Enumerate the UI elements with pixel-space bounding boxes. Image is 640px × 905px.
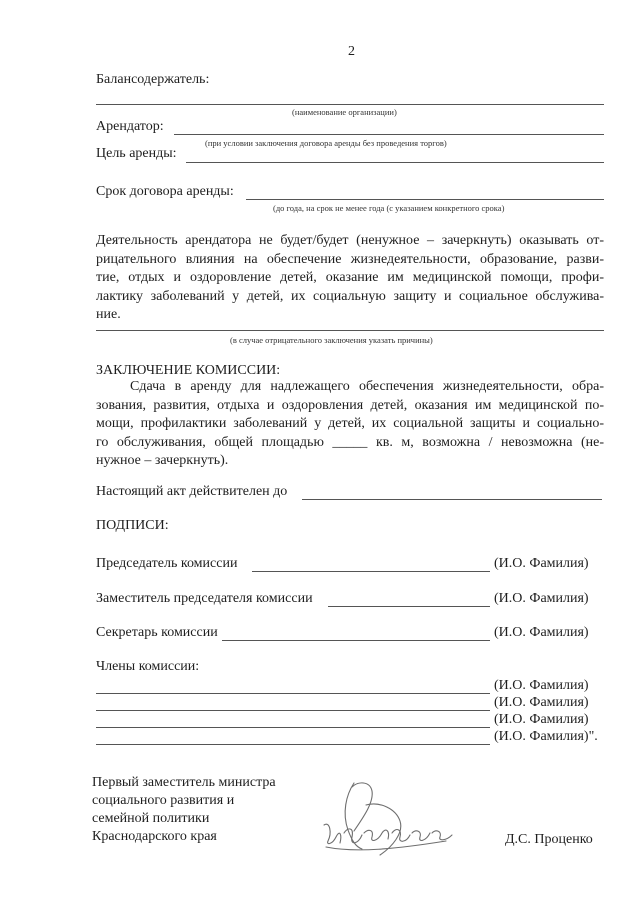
member-line: [96, 693, 490, 694]
position-line: социального развития и: [92, 793, 235, 808]
activity-line: лактику заболеваний у детей, их социальную защиту и социальное обслужива-: [96, 288, 604, 304]
balance-holder-hint: (наименование организации): [292, 107, 397, 117]
commission-line: мощи, профилактики заболеваний у детей, их социальной защиты и социально-: [96, 416, 604, 431]
chairman-label: Председатель комиссии: [96, 556, 238, 571]
tenant-field: [174, 134, 604, 135]
secretary-name: (И.О. Фамилия): [494, 625, 589, 640]
commission-paragraph: [96, 378, 604, 471]
validity-field: [302, 499, 602, 500]
member-name: (И.О. Фамилия): [494, 678, 589, 693]
page-number: 2: [348, 44, 355, 59]
activity-line: ние.: [96, 307, 121, 322]
member-name: (И.О. Фамилия): [494, 712, 589, 727]
position-line: Краснодарского края: [92, 829, 217, 844]
activity-reason-field: [96, 330, 604, 331]
member-line: [96, 710, 490, 711]
commission-line: Сдача в аренду для надлежащего обеспечения жизнедеятельности, обра-: [130, 379, 604, 394]
deputy-name: (И.О. Фамилия): [494, 591, 589, 606]
signer-name: Д.С. Проценко: [505, 832, 593, 847]
position-line: Первый заместитель министра: [92, 775, 276, 790]
activity-hint: (в случае отрицательного заключения указать причины): [230, 335, 433, 345]
balance-holder-field: [96, 104, 604, 105]
term-hint: (до года, на срок не менее года (с указанием конкретного срока): [273, 203, 505, 213]
tenant-label: Арендатор:: [96, 119, 164, 134]
term-label: Срок договора аренды:: [96, 184, 234, 199]
member-line: [96, 744, 490, 745]
term-field: [246, 199, 604, 200]
position-line: семейной политики: [92, 811, 210, 826]
secretary-line: [222, 640, 490, 641]
tenant-hint: (при условии заключения договора аренды без проведения торгов): [205, 138, 447, 148]
purpose-field: [186, 162, 604, 163]
commission-line: нужное – зачеркнуть).: [96, 453, 229, 468]
handwritten-signature: [296, 775, 466, 865]
commission-line: зования, развития, отдыха и оздоровления детей, оказания им медицинской по-: [96, 397, 604, 413]
deputy-label: Заместитель председателя комиссии: [96, 591, 313, 606]
activity-line: тие, отдых и оздоровление детей, оказание им медицинской помощи, профи-: [96, 270, 604, 285]
purpose-label: Цель аренды:: [96, 146, 177, 161]
commission-heading: ЗАКЛЮЧЕНИЕ КОМИССИИ:: [96, 363, 281, 378]
members-label: Члены комиссии:: [96, 659, 200, 674]
activity-paragraph: [96, 232, 604, 325]
chairman-name: (И.О. Фамилия): [494, 556, 589, 571]
member-name: (И.О. Фамилия)".: [494, 729, 598, 744]
member-line: [96, 727, 490, 728]
commission-line: го обслуживания, общей площадью _____ кв. м, возможна / невозможна (не-: [96, 434, 604, 450]
balance-holder-label: Балансодержатель:: [96, 72, 210, 87]
deputy-line: [328, 606, 490, 607]
signatures-heading: ПОДПИСИ:: [96, 518, 169, 533]
member-name: (И.О. Фамилия): [494, 695, 589, 710]
chairman-line: [252, 571, 490, 572]
activity-line: рицательного влияния на обеспечение жизнедеятельности, образование, разви-: [96, 251, 604, 267]
validity-label: Настоящий акт действителен до: [96, 484, 288, 499]
activity-line: Деятельность арендатора не будет/будет (ненужное – зачеркнуть) оказывать от-: [96, 233, 604, 248]
secretary-label: Секретарь комиссии: [96, 625, 218, 640]
